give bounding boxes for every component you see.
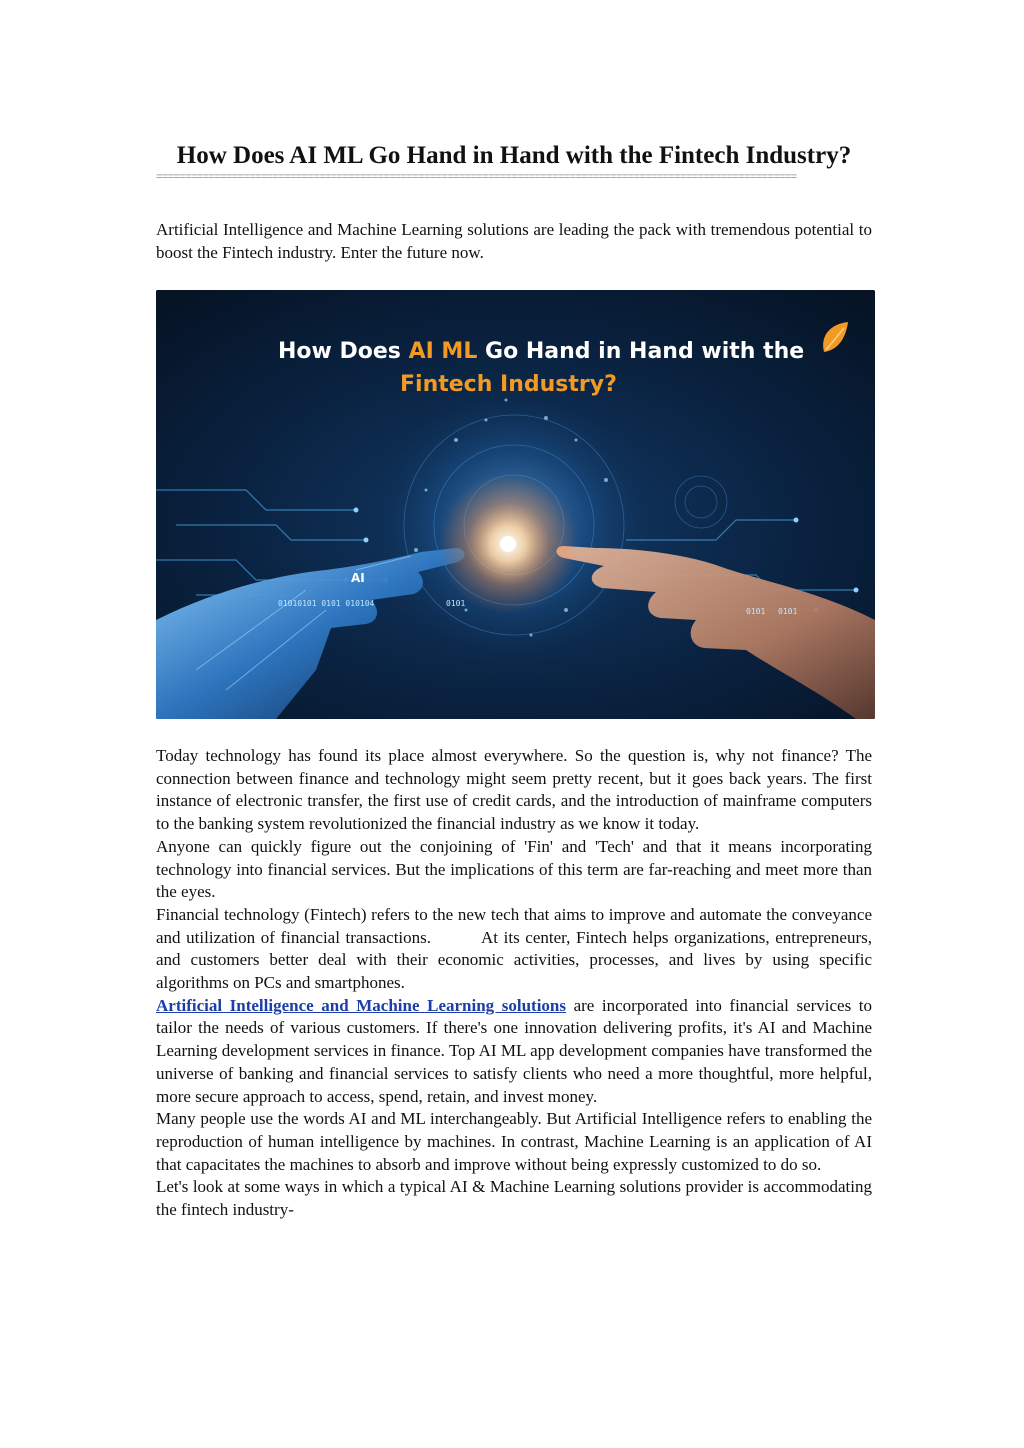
paragraph-fintech-history: Today technology has found its place almost everywhere. So the question is, why not finance? The connection between finance and technology might seem pretty recent, but it goes back years. The first instance of electronic transfer, the first use of credit cards, and the introduction of mainframe computers to the banking system revolutionized the financial industry as we know it today. xyxy=(156,746,872,834)
hero-image xyxy=(156,290,875,719)
paragraph-ai-vs-ml: Many people use the words AI and ML interchangeably. But Artificial Intelligence refers to enabling the reproduction of human intelligence by machines. In contrast, Machine Learning is an application of AI that capacitates the machines to absorb and improve without being expressly customized to do so. xyxy=(156,1109,872,1174)
hero-headline-part1: How Does xyxy=(278,339,409,364)
intro-paragraph: Artificial Intelligence and Machine Learning solutions are leading the pack with tremendous potential to boost the Fintech industry. Enter the future now. xyxy=(156,220,872,262)
ai-ml-solutions-text: are incorporated into financial services to tailor the needs of various customers. If there's one innovation delivering profits, it's AI and Machine Learning development services in finance. Top AI ML app development companies have transformed the universe of banking and financial services to satisfy clients who need a more thoughtful, more helpful, more secure approach to access, spend, retain, and invest money. xyxy=(156,995,873,1106)
hero-binary-3: 0101 xyxy=(746,607,766,616)
paragraph-ai-ml-solutions xyxy=(156,995,872,1109)
hero-headline-accent: AI ML xyxy=(408,339,478,364)
page-title: How Does AI ML Go Hand in Hand with the Fintech Industry? xyxy=(176,142,852,169)
paragraph-fin-tech-meaning: Anyone can quickly figure out the conjoining of 'Fin' and 'Tech' and that it means incorporating technology into financial services. But the implications of this term are far-reaching and meet more than the eyes. xyxy=(156,836,872,902)
paragraph-ways-intro: Let's look at some ways in which a typical AI & Machine Learning solutions provider is accommodating the fintech industry- xyxy=(156,1177,872,1220)
fintech-definition-part2: At its center, Fintech helps organizations, entrepreneurs, and customers better deal with their economic activities, processes, and lives by using specific algorithms on PCs and smartphones. xyxy=(156,927,872,993)
title-underline-rule: ============================================================================================================== xyxy=(156,172,797,183)
article-body xyxy=(156,745,872,1222)
hero-ai-label: AI xyxy=(351,571,365,585)
hero-binary-2: 0101 xyxy=(446,599,466,608)
hero-headline-line2: Fintech Industry? xyxy=(400,372,617,397)
svg-text:How Does AI ML Go Hand in Hand xyxy=(278,339,804,364)
ai-ml-solutions-link[interactable]: Artificial Intelligence and Machine Learning solutions xyxy=(156,995,566,1015)
document-page xyxy=(156,140,872,1222)
hero-binary-4: 0101 xyxy=(778,607,798,616)
hero-headline-part2: Go Hand in Hand with the xyxy=(477,339,805,364)
paragraph-fintech-definition xyxy=(156,904,872,995)
fintech-definition-part1: Financial technology (Fintech) refers to the new tech that aims to improve and automate the conveyance and utilization of financial transactions. xyxy=(156,904,872,947)
hero-binary-1: 01010101 0101 010104 xyxy=(278,599,375,608)
